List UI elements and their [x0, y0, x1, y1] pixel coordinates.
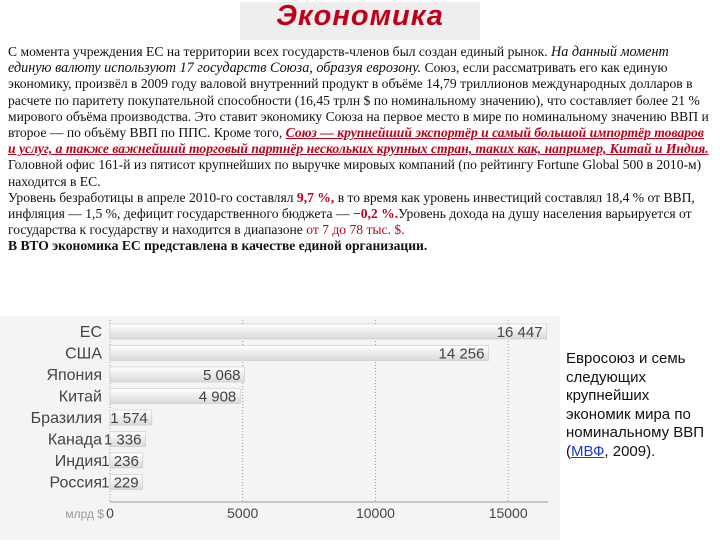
slide-title: Экономика [276, 0, 444, 32]
chart-caption [566, 350, 716, 461]
value-label: 1 229 [101, 474, 139, 492]
text-eurozone: На данный момент единую валюту используют 17 государств Союза, образуя еврозону. [8, 44, 669, 77]
caption-text: Евросоюз и семь следующих крупнейших экономик мира по номинальному ВВП ( [566, 350, 705, 460]
category-label: Россия [49, 474, 102, 492]
value-label: 1 236 [101, 453, 139, 470]
x-tick-label: 15000 [488, 505, 528, 521]
x-tick-label: 0 [106, 505, 114, 521]
gdp-bar-chart [0, 316, 560, 540]
paragraph-fortune: Головной офис 161-й из пятисот крупнейших по выручке мировых компаний (по рейтингу Fortune Global 500 в 2010-м) находится в ЕС. [8, 157, 702, 189]
bar [110, 346, 488, 361]
text-single-market: С момента учреждения ЕС на территории всех государств-членов был создан единый рынок. [8, 44, 551, 59]
slide-body [8, 44, 712, 255]
x-axis-label: млрд $ [65, 507, 104, 521]
text-gdp: Союз, если рассматривать его как единую экономику, произвёл в 2009 году валовой внутренний продукт в объёме 14,79 триллионов международных долларов в расчете по паритету покупательной способности (16,45 трлн $ по номинальному значению), что составляет более 21 % мирового объёма производства. Это ставит экономику Союза на первое место в мире по номинальному значению ВВП и второе — по объёму ВВП по ППС. Кроме того, [8, 60, 709, 141]
paragraph-market [8, 44, 712, 157]
category-label: США [65, 345, 102, 363]
text-exporter-highlight: Союз — крупнейший экспортёр и самый большой импортёр товаров и услуг, а также важнейший торговый партнёр нескольких крупных стран, таких как, например, Китай и Индия. [8, 125, 709, 157]
category-label: Китай [58, 388, 102, 406]
value-label: 16 447 [496, 324, 543, 341]
value-label: 1 336 [103, 431, 142, 449]
x-tick-label: 10000 [355, 505, 395, 521]
category-label: Бразилия [30, 410, 102, 427]
deficit-value: −0,2 %. [352, 206, 399, 222]
text-investment: в то время как уровень инвестиций составлял 18,4 % от ВВП, инфляция — 1,5 %, дефицит государственного бюджета — [8, 189, 695, 222]
category-label: Индия [54, 453, 102, 470]
category-label: Япония [46, 367, 102, 384]
imf-link[interactable]: МВФ [571, 442, 605, 460]
caption-end: , 2009). [604, 442, 656, 460]
text-income: Уровень дохода на душу населения варьируется от государства к государству и находится в диапазоне [8, 206, 692, 238]
value-label: 14 256 [438, 345, 485, 363]
text-unemployment-intro: Уровень безработицы в апреле 2010-го составлял [8, 189, 297, 205]
bar [110, 324, 547, 339]
unemployment-value: 9,7 %, [296, 189, 335, 205]
income-range: от 7 до 78 тыс. $. [306, 222, 405, 238]
category-label: ЕС [79, 324, 102, 341]
gdp-chart [0, 316, 560, 540]
value-label: 4 908 [198, 388, 237, 406]
category-label: Канада [47, 431, 102, 449]
paragraph-wto: В ВТО экономика ЕС представлена в качестве единой организации. [8, 238, 428, 254]
value-label: 5 068 [202, 367, 241, 384]
paragraph-unemployment [8, 190, 712, 239]
x-tick-label: 5000 [227, 505, 259, 521]
value-label: 1 574 [110, 410, 148, 427]
